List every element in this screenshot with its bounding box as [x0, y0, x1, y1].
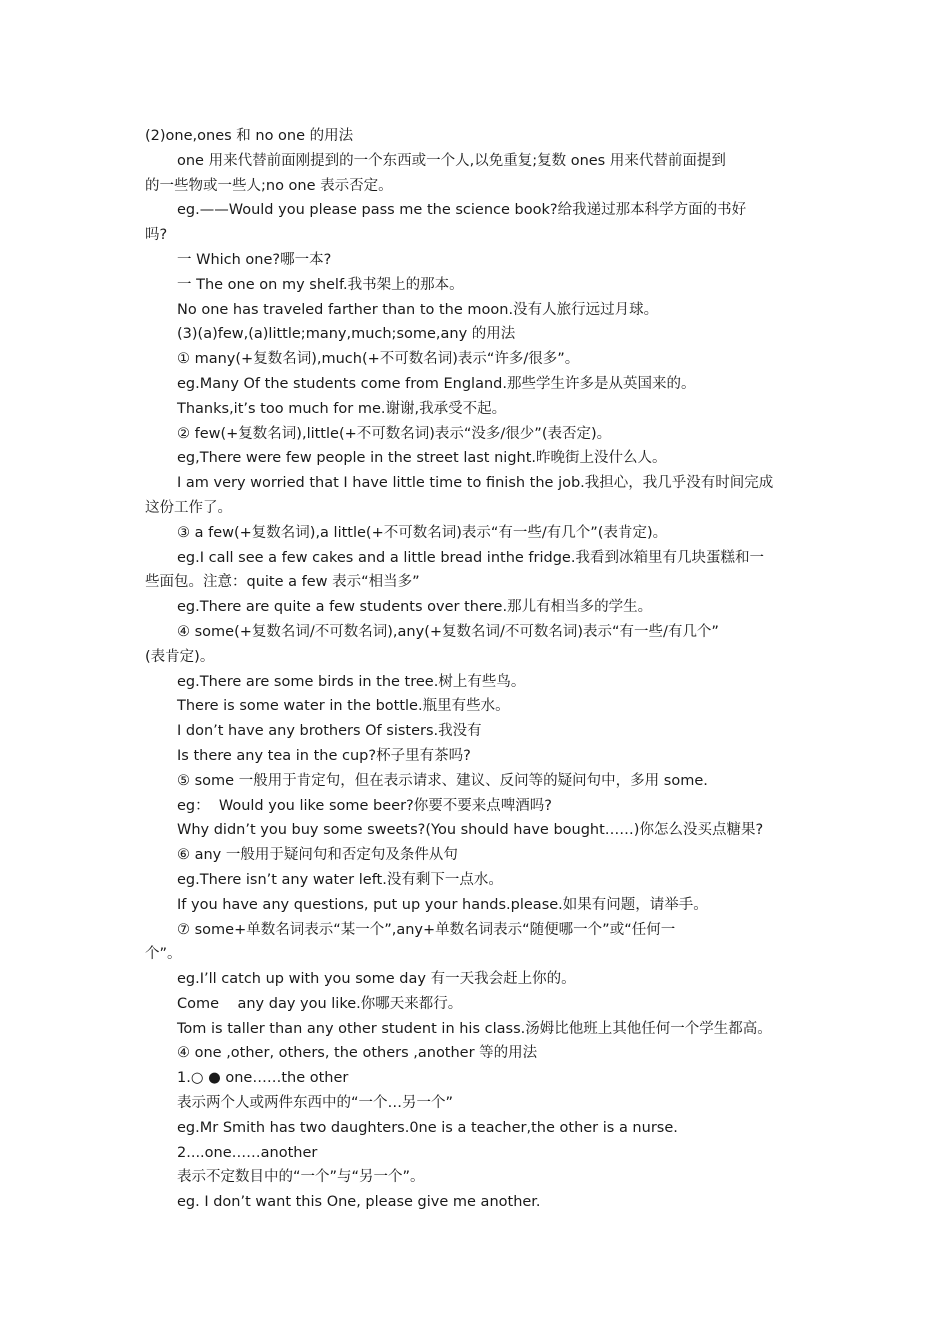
text-line: Why didn’t you buy some sweets?(You should have bought……)你怎么没买点糖果? — [177, 822, 764, 839]
text-line: eg.Mr Smith has two daughters.0ne is a teacher,the other is a nurse. — [177, 1119, 678, 1136]
text-line: eg.There are some birds in the tree.树上有些鸟。 — [177, 673, 526, 690]
text-line: I don’t have any brothers Of sisters.我没有 — [177, 723, 482, 740]
text-line: eg： Would you like some beer?你要不要来点啤酒吗? — [177, 797, 552, 814]
text-line: Is there any tea in the cup?杯子里有茶吗? — [177, 747, 471, 764]
text-line: eg.——Would you please pass me the science book?给我递过那本科学方面的书好 — [177, 202, 747, 219]
text-line: eg,There were few people in the street last night.昨晚街上没什么人。 — [177, 450, 667, 467]
text-line: 这份工作了。 — [145, 499, 232, 516]
text-line: Come any day you like.你哪天来都行。 — [177, 995, 463, 1012]
text-line: ③ a few(+复数名词),a little(+不可数名词)表示“有一些/有几个”(表肯定)。 — [177, 524, 668, 541]
text-line: (表肯定)。 — [145, 648, 215, 665]
text-line: eg. I don’t want this One, please give me another. — [177, 1194, 541, 1211]
text-line: 一 The one on my shelf.我书架上的那本。 — [177, 276, 464, 293]
text-line: No one has traveled farther than to the moon.没有人旅行远过月球。 — [177, 301, 659, 318]
text-line: 吗? — [145, 227, 168, 244]
text-line: ⑦ some+单数名词表示“某一个”,any+单数名词表示“随便哪一个”或“任何一 — [177, 921, 676, 938]
text-line: eg.I’ll catch up with you some day 有一天我会赶上你的。 — [177, 971, 576, 988]
text-line: 个”。 — [145, 946, 182, 963]
document-body — [145, 124, 805, 1215]
text-line: If you have any questions, put up your hands.please.如果有问题，请举手。 — [177, 896, 708, 913]
text-line: 些面包。注意：quite a few 表示“相当多” — [145, 574, 420, 591]
text-line: Thanks,it’s too much for me.谢谢,我承受不起。 — [177, 400, 507, 417]
text-line: 2....one……another — [177, 1144, 318, 1161]
text-line: eg.Many Of the students come from England.那些学生许多是从英国来的。 — [177, 375, 696, 392]
text-line: ④ some(+复数名词/不可数名词),any(+复数名词/不可数名词)表示“有一些/有几个” — [177, 623, 719, 640]
text-line: eg.There isn’t any water left.没有剩下一点水。 — [177, 871, 503, 888]
text-line: I am very worried that I have little time to finish the job.我担心，我几乎没有时间完成 — [177, 475, 774, 492]
text-line: eg.I call see a few cakes and a little bread inthe fridge.我看到冰箱里有几块蛋糕和一 — [177, 549, 764, 566]
text-line: ② few(+复数名词),little(+不可数名词)表示“没多/很少”(表否定)。 — [177, 425, 612, 442]
text-line: (3)(a)few,(a)little;many,much;some,any 的用法 — [177, 326, 516, 343]
text-line: 表示不定数目中的“一个”与“另一个”。 — [177, 1169, 425, 1186]
text-line: 表示两个人或两件东西中的“一个…另一个” — [177, 1095, 454, 1112]
text-line: one 用来代替前面刚提到的一个东西或一个人,以免重复;复数 ones 用来代替前面提到 — [177, 152, 726, 169]
text-line: eg.There are quite a few students over there.那儿有相当多的学生。 — [177, 599, 653, 616]
text-line: (2)one,ones 和 no one 的用法 — [145, 128, 354, 144]
text-line: ⑥ any 一般用于疑问句和否定句及条件从句 — [177, 847, 458, 864]
text-line: There is some water in the bottle.瓶里有些水。 — [177, 698, 510, 715]
text-line: ④ one ,other, others, the others ,another 等的用法 — [177, 1045, 538, 1062]
text-line: Tom is taller than any other student in his class.汤姆比他班上其他任何一个学生都高。 — [177, 1020, 772, 1037]
text-line: 一 Which one?哪一本? — [177, 251, 332, 268]
text-line: ⑤ some 一般用于肯定句，但在表示请求、建议、反问等的疑问句中，多用 some. — [177, 772, 708, 789]
text-line: 的一些物或一些人;no one 表示否定。 — [145, 177, 393, 194]
text-line: ① many(+复数名词),much(+不可数名词)表示“许多/很多”。 — [177, 351, 580, 368]
text-line: 1.○ ● one……the other — [177, 1070, 349, 1087]
